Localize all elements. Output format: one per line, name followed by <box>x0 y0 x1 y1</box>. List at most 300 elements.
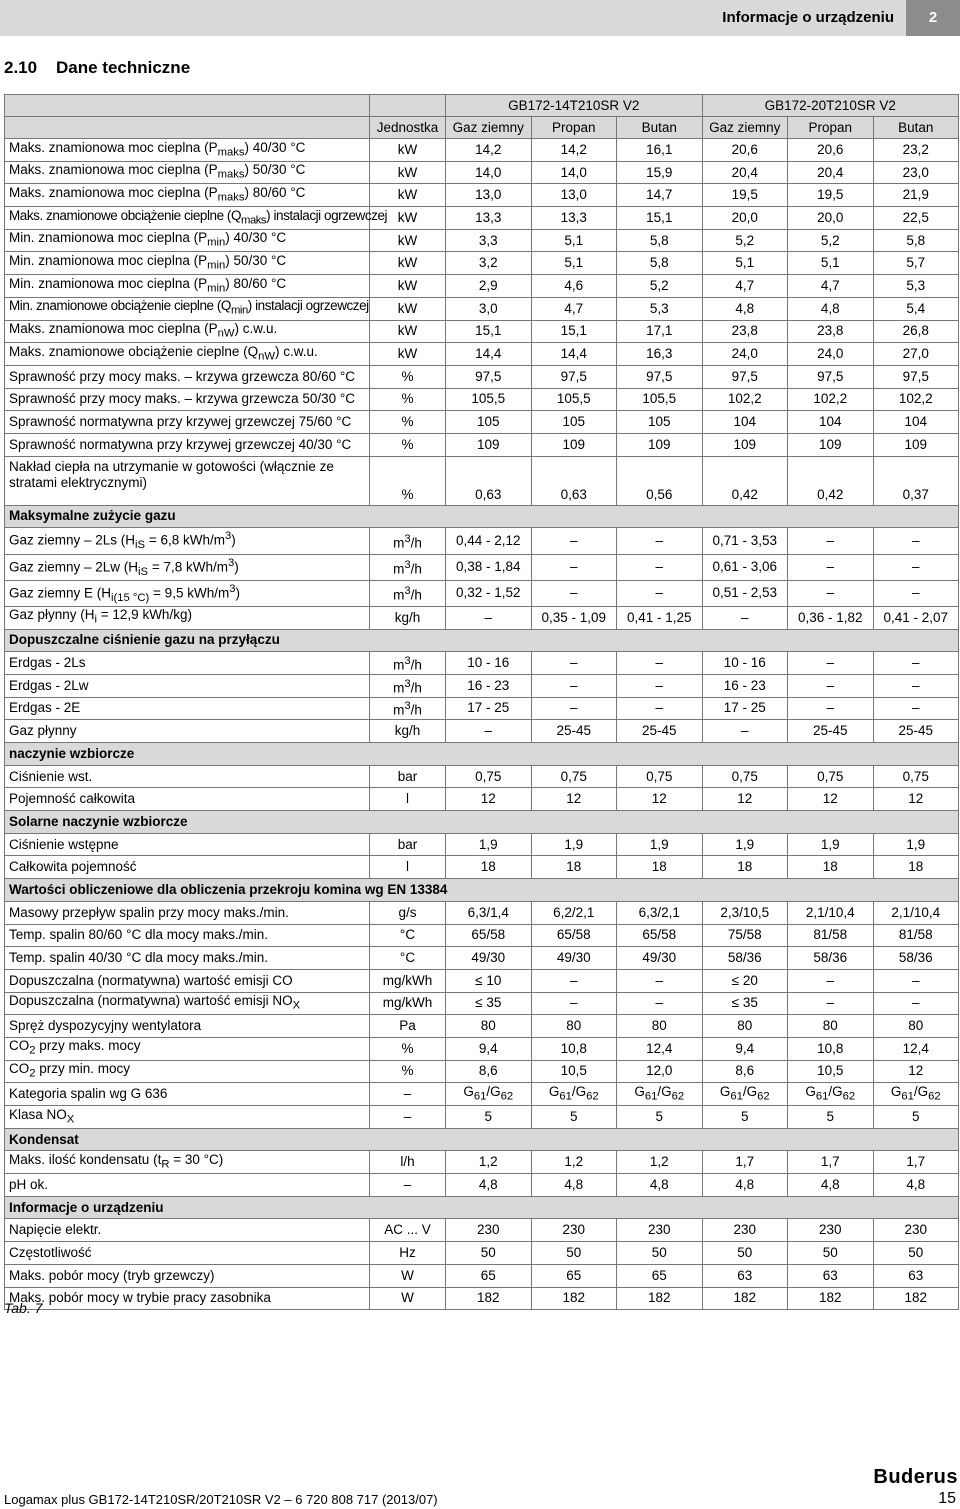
value-cell: 230 <box>702 1219 788 1242</box>
row-label: Częstotliwość <box>5 1242 370 1265</box>
table-row <box>5 388 959 411</box>
table-row <box>5 297 959 320</box>
value-cell: 3,2 <box>446 252 532 275</box>
value-cell: 10,8 <box>788 1037 874 1060</box>
value-cell: 109 <box>446 433 532 456</box>
gas-header: Butan <box>617 117 703 139</box>
value-cell: 23,0 <box>873 161 959 184</box>
table-row <box>5 901 959 924</box>
value-cell: $G_{61}/G_{62}$ <box>702 1083 788 1106</box>
value-cell: 16 - 23 <box>446 674 532 697</box>
value-cell: 0,35 - 1,09 <box>531 606 617 629</box>
value-cell: 182 <box>446 1287 532 1310</box>
value-cell: 25-45 <box>788 720 874 743</box>
value-cell: 1,7 <box>788 1151 874 1174</box>
value-cell: 109 <box>617 433 703 456</box>
table-row <box>5 924 959 947</box>
value-cell: 63 <box>788 1264 874 1287</box>
value-cell: 8,6 <box>446 1060 532 1083</box>
table-row <box>5 652 959 675</box>
value-cell: – <box>873 528 959 554</box>
value-cell: 97,5 <box>617 365 703 388</box>
value-cell: 4,8 <box>788 1174 874 1197</box>
table-row <box>5 1264 959 1287</box>
value-cell: 0,51 - 2,53 <box>702 580 788 606</box>
value-cell: 105,5 <box>446 388 532 411</box>
value-cell: 13,3 <box>531 207 617 230</box>
value-cell: 50 <box>702 1242 788 1265</box>
row-label: Maks. znamionowe obciążenie cieplne $(Q_{nW})$ c.w.u. <box>5 343 370 366</box>
value-cell: 5,3 <box>617 297 703 320</box>
row-label: Pojemność całkowita <box>5 788 370 811</box>
row-label: Gaz płynny ($H_i = 12,9$ kWh/kg) <box>5 606 370 629</box>
value-cell: – <box>873 652 959 675</box>
value-cell: 5 <box>873 1106 959 1129</box>
row-unit: $m^3/h$ <box>370 674 446 697</box>
value-cell: 75/58 <box>702 924 788 947</box>
value-cell: – <box>788 969 874 992</box>
value-cell: 6,3/1,4 <box>446 901 532 924</box>
value-cell: 5,2 <box>617 275 703 298</box>
value-cell: 18 <box>446 856 532 879</box>
row-label: Temp. spalin 80/60 °C dla mocy maks./min. <box>5 924 370 947</box>
row-unit: °C <box>370 924 446 947</box>
row-label: Maks. znamionowa moc cieplna $(P_{maks})$ 40/30 °C <box>5 139 370 162</box>
value-cell: 97,5 <box>873 365 959 388</box>
category-row <box>5 505 959 528</box>
gas-header: Butan <box>873 117 959 139</box>
table-row <box>5 456 959 505</box>
row-label: Gaz ziemny – 2Ls ($H_{iS} = 6,8$ kWh/$m^3$) <box>5 528 370 554</box>
gas-header: Propan <box>531 117 617 139</box>
table-row <box>5 252 959 275</box>
value-cell: 10 - 16 <box>446 652 532 675</box>
category-label: naczynie wzbiorcze <box>5 743 959 766</box>
value-cell: ≤ 20 <box>702 969 788 992</box>
value-cell: 6,2/2,1 <box>531 901 617 924</box>
value-cell: 2,9 <box>446 275 532 298</box>
value-cell: 109 <box>788 433 874 456</box>
value-cell: 5,2 <box>788 229 874 252</box>
header-row-gases <box>5 117 959 139</box>
value-cell: 17 - 25 <box>446 697 532 720</box>
value-cell: 105 <box>531 411 617 434</box>
table-row <box>5 1083 959 1106</box>
value-cell: 0,63 <box>531 456 617 505</box>
row-unit: % <box>370 411 446 434</box>
value-cell: 12 <box>617 788 703 811</box>
page-header <box>0 0 960 36</box>
footer-document-id: Logamax plus GB172-14T210SR/20T210SR V2 – 6 720 808 717 (2013/07) <box>4 1492 438 1507</box>
category-label: Informacje o urządzeniu <box>5 1196 959 1219</box>
value-cell: – <box>531 652 617 675</box>
row-label: Sprawność normatywna przy krzywej grzewczej 75/60 °C <box>5 411 370 434</box>
row-unit: g/s <box>370 901 446 924</box>
category-row <box>5 811 959 834</box>
value-cell: $G_{61}/G_{62}$ <box>873 1083 959 1106</box>
value-cell: 12 <box>788 788 874 811</box>
row-unit: mg/kWh <box>370 969 446 992</box>
value-cell: 0,61 - 3,06 <box>702 554 788 580</box>
value-cell: 1,7 <box>873 1151 959 1174</box>
section-title: Dane techniczne <box>56 58 191 77</box>
section-number: 2.10 <box>4 58 38 77</box>
value-cell: – <box>873 580 959 606</box>
value-cell: 1,2 <box>617 1151 703 1174</box>
row-label: Min. znamionowe obciążenie cieplne $(Q_{min})$ instalacji ogrzewczej <box>5 297 370 320</box>
value-cell: – <box>788 652 874 675</box>
value-cell: 105,5 <box>531 388 617 411</box>
row-unit: mg/kWh <box>370 992 446 1015</box>
value-cell: 14,2 <box>531 139 617 162</box>
value-cell: 4,7 <box>702 275 788 298</box>
value-cell: – <box>617 554 703 580</box>
category-row <box>5 879 959 902</box>
row-label: Erdgas - 2Ls <box>5 652 370 675</box>
value-cell: 5,2 <box>702 229 788 252</box>
row-label: Maks. znamionowe obciążenie cieplne $(Q_{maks})$ instalacji ogrzewczej <box>5 207 370 230</box>
value-cell: 1,9 <box>702 833 788 856</box>
category-label: Maksymalne zużycie gazu <box>5 505 959 528</box>
value-cell: – <box>873 554 959 580</box>
value-cell: – <box>788 528 874 554</box>
value-cell: 109 <box>873 433 959 456</box>
value-cell: ≤ 10 <box>446 969 532 992</box>
value-cell: 12 <box>873 788 959 811</box>
value-cell: 5,4 <box>873 297 959 320</box>
table-row <box>5 1060 959 1083</box>
value-cell: 104 <box>788 411 874 434</box>
value-cell: 24,0 <box>788 343 874 366</box>
value-cell: 0,36 - 1,82 <box>788 606 874 629</box>
value-cell: 20,4 <box>788 161 874 184</box>
value-cell: 6,3/2,1 <box>617 901 703 924</box>
row-unit: kW <box>370 252 446 275</box>
value-cell: 105 <box>617 411 703 434</box>
value-cell: 18 <box>788 856 874 879</box>
value-cell: – <box>531 674 617 697</box>
value-cell: 58/36 <box>788 947 874 970</box>
value-cell: 21,9 <box>873 184 959 207</box>
value-cell: 49/30 <box>446 947 532 970</box>
row-unit: kg/h <box>370 720 446 743</box>
value-cell: 2,3/10,5 <box>702 901 788 924</box>
value-cell: 97,5 <box>702 365 788 388</box>
row-label: Dopuszczalna (normatywna) wartość emisji CO <box>5 969 370 992</box>
header-row-models <box>5 95 959 117</box>
value-cell: $G_{61}/G_{62}$ <box>788 1083 874 1106</box>
table-row <box>5 992 959 1015</box>
table-row <box>5 1037 959 1060</box>
value-cell: 4,6 <box>531 275 617 298</box>
value-cell: 0,42 <box>788 456 874 505</box>
row-unit: kW <box>370 184 446 207</box>
value-cell: 63 <box>873 1264 959 1287</box>
row-unit: Pa <box>370 1015 446 1038</box>
row-unit: % <box>370 456 446 505</box>
value-cell: $G_{61}/G_{62}$ <box>617 1083 703 1106</box>
value-cell: 25-45 <box>873 720 959 743</box>
row-label: Erdgas - 2E <box>5 697 370 720</box>
value-cell: – <box>531 554 617 580</box>
value-cell: 5,3 <box>873 275 959 298</box>
row-label: Min. znamionowa moc cieplna $(P_{min})$ 80/60 °C <box>5 275 370 298</box>
value-cell: 182 <box>702 1287 788 1310</box>
table-row <box>5 765 959 788</box>
value-cell: 65/58 <box>531 924 617 947</box>
value-cell: 0,32 - 1,52 <box>446 580 532 606</box>
row-unit: % <box>370 365 446 388</box>
table-row <box>5 856 959 879</box>
value-cell: 4,8 <box>446 1174 532 1197</box>
value-cell: – <box>873 674 959 697</box>
value-cell: 1,9 <box>617 833 703 856</box>
page-number: 15 <box>938 1490 956 1507</box>
row-unit: bar <box>370 765 446 788</box>
table-row <box>5 207 959 230</box>
value-cell: 10,8 <box>531 1037 617 1060</box>
value-cell: 14,4 <box>446 343 532 366</box>
value-cell: 50 <box>446 1242 532 1265</box>
row-unit: kW <box>370 275 446 298</box>
value-cell: 20,0 <box>702 207 788 230</box>
value-cell: 0,75 <box>873 765 959 788</box>
value-cell: 13,0 <box>531 184 617 207</box>
value-cell: 65 <box>446 1264 532 1287</box>
row-label: Maks. pobór mocy w trybie pracy zasobnika <box>5 1287 370 1310</box>
row-label: Całkowita pojemność <box>5 856 370 879</box>
value-cell: 3,3 <box>446 229 532 252</box>
value-cell: 10,5 <box>531 1060 617 1083</box>
row-label: Sprawność normatywna przy krzywej grzewczej 40/30 °C <box>5 433 370 456</box>
value-cell: 4,7 <box>788 275 874 298</box>
table-row <box>5 1287 959 1310</box>
row-label: Maks. ilość kondensatu ($t_R = 30$ °C) <box>5 1151 370 1174</box>
row-label: Sprawność przy mocy maks. – krzywa grzewcza 50/30 °C <box>5 388 370 411</box>
value-cell: 97,5 <box>788 365 874 388</box>
table-row <box>5 411 959 434</box>
value-cell: 15,9 <box>617 161 703 184</box>
value-cell: 5,1 <box>788 252 874 275</box>
value-cell: 4,8 <box>873 1174 959 1197</box>
value-cell: 25-45 <box>617 720 703 743</box>
table-row <box>5 229 959 252</box>
row-label: $CO_2$ przy min. mocy <box>5 1060 370 1083</box>
value-cell: 20,4 <box>702 161 788 184</box>
value-cell: 0,41 - 1,25 <box>617 606 703 629</box>
value-cell: 17,1 <box>617 320 703 343</box>
table-row <box>5 606 959 629</box>
value-cell: 12 <box>446 788 532 811</box>
row-unit: $m^3/h$ <box>370 697 446 720</box>
value-cell: ≤ 35 <box>446 992 532 1015</box>
row-unit: kW <box>370 207 446 230</box>
table-row <box>5 320 959 343</box>
value-cell: 2,1/10,4 <box>788 901 874 924</box>
value-cell: 22,5 <box>873 207 959 230</box>
value-cell: 18 <box>531 856 617 879</box>
table-row <box>5 1219 959 1242</box>
row-label: Maks. znamionowa moc cieplna $(P_{maks})$ 50/30 °C <box>5 161 370 184</box>
value-cell: 4,8 <box>702 297 788 320</box>
value-cell: – <box>788 674 874 697</box>
row-unit: l <box>370 788 446 811</box>
value-cell: 12,4 <box>873 1037 959 1060</box>
row-unit: – <box>370 1174 446 1197</box>
value-cell: – <box>702 606 788 629</box>
row-unit: l <box>370 856 446 879</box>
value-cell: 0,75 <box>617 765 703 788</box>
category-label: Wartości obliczeniowe dla obliczenia przekroju komina wg EN 13384 <box>5 879 959 902</box>
value-cell: 25-45 <box>531 720 617 743</box>
value-cell: 0,63 <box>446 456 532 505</box>
row-unit: $m^3/h$ <box>370 528 446 554</box>
value-cell: 9,4 <box>446 1037 532 1060</box>
value-cell: 1,9 <box>788 833 874 856</box>
value-cell: 0,44 - 2,12 <box>446 528 532 554</box>
table-row <box>5 1174 959 1197</box>
value-cell: 50 <box>617 1242 703 1265</box>
value-cell: – <box>446 606 532 629</box>
value-cell: 5 <box>788 1106 874 1129</box>
value-cell: 16,3 <box>617 343 703 366</box>
row-label: $CO_2$ przy maks. mocy <box>5 1037 370 1060</box>
value-cell: 80 <box>617 1015 703 1038</box>
row-unit: kW <box>370 343 446 366</box>
value-cell: 4,8 <box>702 1174 788 1197</box>
row-label: Kategoria spalin wg G 636 <box>5 1083 370 1106</box>
row-label: Maks. znamionowa moc cieplna $(P_{maks})$ 80/60 °C <box>5 184 370 207</box>
value-cell: 0,56 <box>617 456 703 505</box>
row-unit: kg/h <box>370 606 446 629</box>
row-unit: % <box>370 1037 446 1060</box>
value-cell: 19,5 <box>702 184 788 207</box>
category-label: Kondensat <box>5 1128 959 1151</box>
value-cell: 15,1 <box>531 320 617 343</box>
value-cell: – <box>617 697 703 720</box>
row-unit: kW <box>370 320 446 343</box>
value-cell: 65/58 <box>446 924 532 947</box>
value-cell: 19,5 <box>788 184 874 207</box>
row-unit: kW <box>370 229 446 252</box>
value-cell: 14,0 <box>446 161 532 184</box>
value-cell: 18 <box>617 856 703 879</box>
row-unit: – <box>370 1083 446 1106</box>
value-cell: – <box>617 969 703 992</box>
row-label: Klasa $NO_X$ <box>5 1106 370 1129</box>
value-cell: 2,1/10,4 <box>873 901 959 924</box>
category-label: Dopuszczalne ciśnienie gazu na przyłączu <box>5 629 959 652</box>
row-unit: W <box>370 1287 446 1310</box>
row-label: Ciśnienie wst. <box>5 765 370 788</box>
value-cell: 4,8 <box>617 1174 703 1197</box>
table-row <box>5 788 959 811</box>
value-cell: 1,9 <box>531 833 617 856</box>
value-cell: 230 <box>873 1219 959 1242</box>
value-cell: 15,1 <box>617 207 703 230</box>
value-cell: 50 <box>531 1242 617 1265</box>
value-cell: 65 <box>617 1264 703 1287</box>
value-cell: 12,4 <box>617 1037 703 1060</box>
value-cell: 49/30 <box>617 947 703 970</box>
value-cell: 5,8 <box>617 252 703 275</box>
value-cell: 0,42 <box>702 456 788 505</box>
value-cell: 12 <box>531 788 617 811</box>
table-row <box>5 1242 959 1265</box>
row-unit: % <box>370 433 446 456</box>
value-cell: 12 <box>873 1060 959 1083</box>
row-unit: – <box>370 1106 446 1129</box>
row-unit: bar <box>370 833 446 856</box>
value-cell: 104 <box>702 411 788 434</box>
value-cell: 105,5 <box>617 388 703 411</box>
buderus-logo: Buderus <box>873 1466 958 1488</box>
value-cell: 109 <box>702 433 788 456</box>
row-unit: $m^3/h$ <box>370 580 446 606</box>
table-row <box>5 343 959 366</box>
value-cell: 58/36 <box>702 947 788 970</box>
value-cell: 27,0 <box>873 343 959 366</box>
value-cell: 12 <box>702 788 788 811</box>
value-cell: – <box>788 580 874 606</box>
value-cell: 81/58 <box>788 924 874 947</box>
value-cell: 5,8 <box>873 229 959 252</box>
unit-header: Jednostka <box>370 117 446 139</box>
row-label: Gaz ziemny – 2Lw ($H_{iS} = 7,8$ kWh/$m^3$) <box>5 554 370 580</box>
value-cell: 65 <box>531 1264 617 1287</box>
value-cell: 9,4 <box>702 1037 788 1060</box>
table-row <box>5 433 959 456</box>
value-cell: 230 <box>531 1219 617 1242</box>
table-caption: Tab. 7 <box>4 1300 43 1316</box>
row-label: Maks. znamionowa moc cieplna $(P_{nW})$ c.w.u. <box>5 320 370 343</box>
value-cell: 0,38 - 1,84 <box>446 554 532 580</box>
row-unit: W <box>370 1264 446 1287</box>
value-cell: 20,0 <box>788 207 874 230</box>
value-cell: – <box>446 720 532 743</box>
row-label: Gaz ziemny E ($H_{i(15 ^\circ C)} = 9,5$ kWh/$m^3$) <box>5 580 370 606</box>
value-cell: 182 <box>617 1287 703 1310</box>
value-cell: 5,1 <box>531 252 617 275</box>
value-cell: – <box>788 697 874 720</box>
value-cell: $G_{61}/G_{62}$ <box>446 1083 532 1106</box>
value-cell: 1,9 <box>873 833 959 856</box>
value-cell: – <box>873 969 959 992</box>
value-cell: – <box>873 697 959 720</box>
value-cell: 5,7 <box>873 252 959 275</box>
row-unit: $m^3/h$ <box>370 652 446 675</box>
value-cell: 81/58 <box>873 924 959 947</box>
value-cell: 102,2 <box>702 388 788 411</box>
row-unit: kW <box>370 139 446 162</box>
category-row <box>5 743 959 766</box>
value-cell: 14,4 <box>531 343 617 366</box>
value-cell: 80 <box>531 1015 617 1038</box>
table-row <box>5 139 959 162</box>
section-heading <box>4 58 190 78</box>
value-cell: 109 <box>531 433 617 456</box>
value-cell: 97,5 <box>531 365 617 388</box>
value-cell: 14,2 <box>446 139 532 162</box>
table-row <box>5 947 959 970</box>
value-cell: 102,2 <box>788 388 874 411</box>
value-cell: 14,7 <box>617 184 703 207</box>
row-label: Dopuszczalna (normatywna) wartość emisji $NO_X$ <box>5 992 370 1015</box>
value-cell: – <box>788 554 874 580</box>
value-cell: 80 <box>873 1015 959 1038</box>
value-cell: 5 <box>702 1106 788 1129</box>
value-cell: – <box>873 992 959 1015</box>
